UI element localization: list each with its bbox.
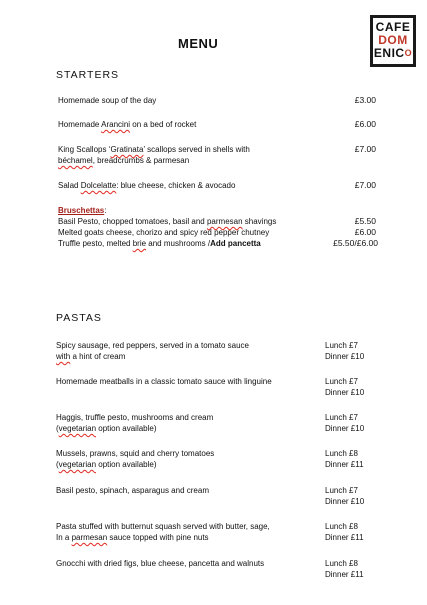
logo-line-dom: DOM (378, 33, 408, 47)
logo-line-enico: $ENIC^O$ (373, 46, 413, 60)
starters-heading: STARTERS (56, 69, 120, 81)
starter-item-scallops (58, 144, 250, 166)
pasta-item-meatballs: Homemade meatballs in a classic tomato sauce with linguine (56, 377, 272, 386)
pasta-price-butternut: Lunch £8 Dinner £11 (325, 522, 364, 542)
starter-price-arancini: £6.00 (354, 119, 376, 129)
starter-item-salad: Salad Dolcelatte: blue cheese, chicken & avocado (58, 181, 236, 190)
pasta-price-gnocchi: Lunch £8 Dinner £11 (325, 559, 364, 579)
starter-price-scallops: £7.00 (354, 144, 376, 154)
pasta-price-basil-pesto: Lunch £7 Dinner £10 (325, 486, 365, 506)
pasta-price-sausage: Lunch £7 Dinner £10 (325, 341, 365, 361)
scallops-line-1: King Scallops ‘Gratinata’ scallops served in shells with (58, 145, 250, 154)
pasta-price-haggis: Lunch £7 Dinner £10 (325, 413, 365, 433)
pasta-item-gnocchi: Gnocchi with dried figs, blue cheese, pancetta and walnuts (56, 559, 265, 568)
bruschetta-item-basil: Basil Pesto, chopped tomatoes, basil and parmesan shavings (58, 217, 277, 226)
pasta-item-butternut: Pasta stuffed with butternut squash served with butter, sage, In a parmesan sauce topped with pine nuts (56, 522, 270, 542)
pasta-item-haggis: Haggis, truffle pesto, mushrooms and cream (vegetarian option available) (56, 413, 214, 433)
starter-item-arancini: Homemade Arancini on a bed of rocket (58, 120, 197, 129)
logo-line-cafe: CAFE (375, 20, 411, 34)
menu-title: MENU (178, 36, 219, 51)
pasta-price-meatballs: Lunch £7 Dinner £10 (325, 377, 365, 397)
pasta-item-sausage: Spicy sausage, red peppers, served in a tomato sauce with a hint of cream (56, 341, 249, 361)
scallops-line-2: béchamel, breadcrumbs & parmesan (58, 156, 190, 165)
bruschettas-heading: Bruschettas: (58, 206, 107, 215)
starter-price-soup: £3.00 (354, 95, 376, 105)
bruschetta-item-goats: Melted goats cheese, chorizo and spicy red pepper chutney (58, 228, 270, 237)
pasta-price-mussels: Lunch £8 Dinner £11 (325, 449, 364, 469)
bruschetta-price-truffle: £5.50/£6.00 (333, 238, 378, 248)
cafe-domenico-logo (370, 15, 416, 67)
pasta-item-mussels: Mussels, prawns, squid and cherry tomatoes (vegetarian option available) (56, 449, 215, 469)
starter-item-soup: Homemade soup of the day (58, 96, 157, 105)
bruschetta-price-goats: £6.00 (354, 227, 376, 237)
bruschetta-item-truffle: Truffle pesto, melted brie and mushrooms /Add pancetta (58, 239, 261, 248)
pasta-item-basil-pesto: Basil pesto, spinach, asparagus and cream (56, 486, 209, 495)
pastas-heading: PASTAS (56, 312, 102, 324)
starter-price-salad: £7.00 (354, 180, 376, 190)
bruschetta-price-basil: £5.50 (354, 216, 376, 226)
